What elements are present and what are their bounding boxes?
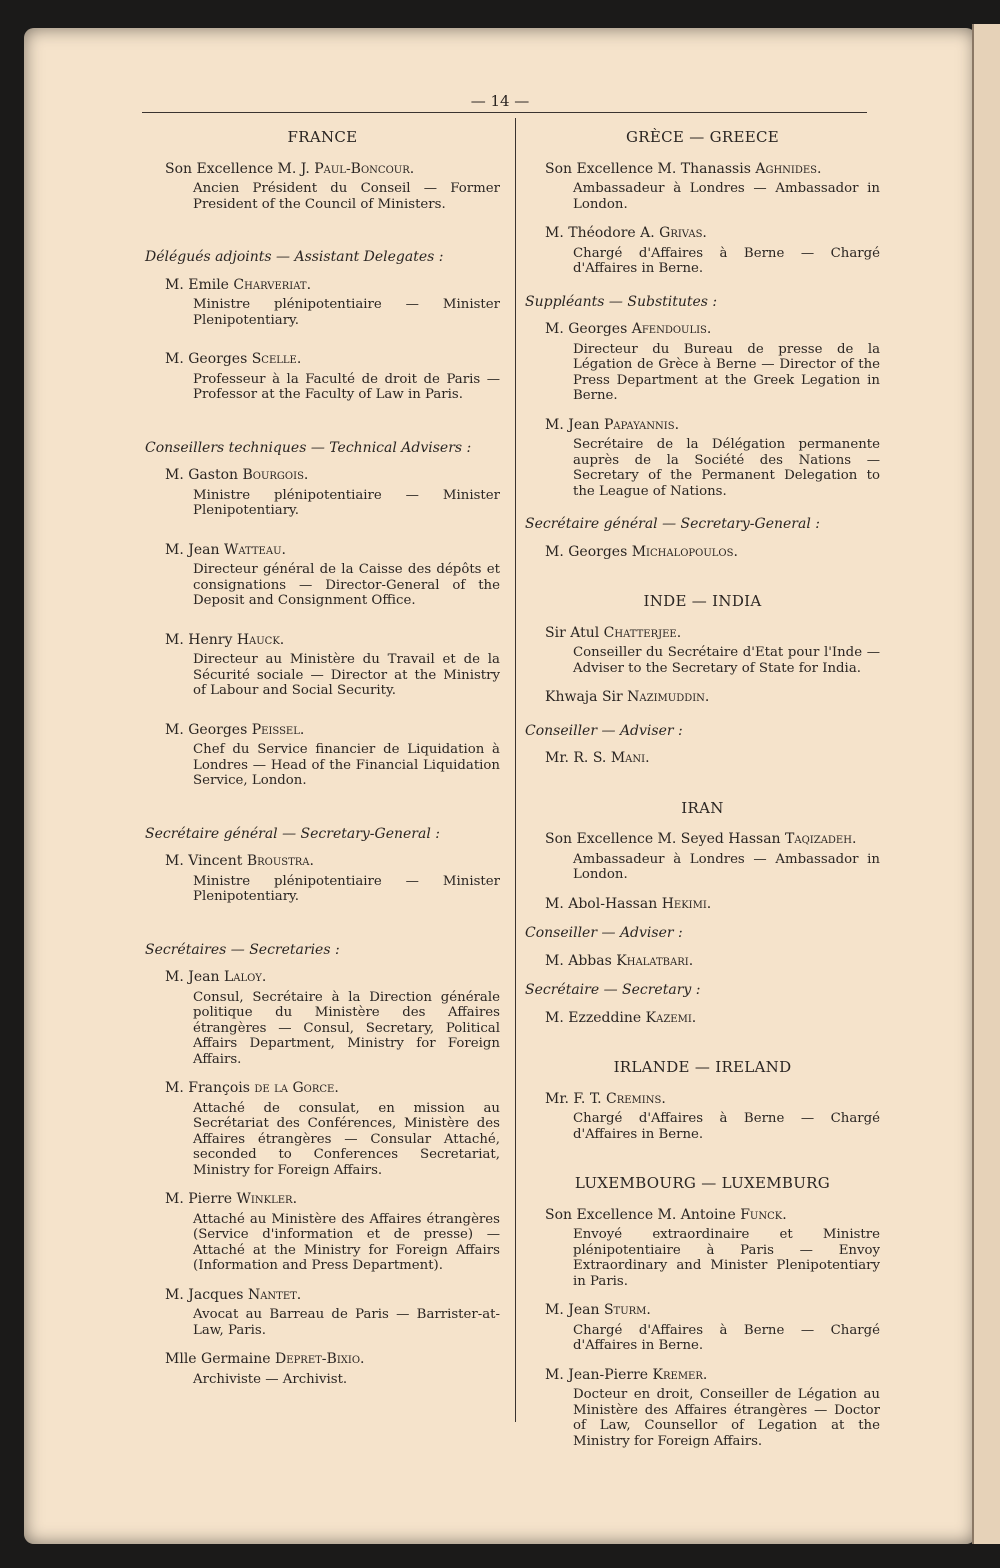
name-prefix: M. Jean: [165, 969, 224, 985]
name-prefix: M. Pierre: [165, 1191, 237, 1207]
delegate-entry: [145, 970, 500, 1067]
section-heading: Suppléants — Substitutes :: [525, 293, 718, 310]
surname: Afendoulis.: [631, 321, 712, 337]
surname: Hauck.: [236, 631, 285, 648]
delegate-description: Ministre plénipotentiaire — Minister Plenipotentiary.: [193, 873, 500, 904]
name-prefix: M. Abol-Hassan: [545, 895, 662, 912]
delegate-entry: [525, 1368, 880, 1450]
delegate-description: Chef du Service financier de Liquidation à Londres — Head of the Financial Liquidation Service, London.: [193, 742, 500, 788]
surname: Khalatbari.: [616, 952, 694, 969]
delegate-entry: [145, 352, 500, 403]
delegate-description: Ambassadeur à Londres — Ambassador in London.: [573, 851, 880, 882]
section-heading: Secrétaire — Secretary :: [525, 982, 701, 998]
name-prefix: Son Excellence M. J.: [165, 160, 315, 177]
name-prefix: M. Vincent: [165, 853, 247, 869]
name-prefix: M. Georges: [165, 351, 252, 367]
delegate-entry: [145, 162, 500, 213]
delegate-entry: [525, 226, 880, 277]
delegate-entry: [525, 626, 880, 677]
section-heading: Conseiller — Adviser :: [525, 925, 683, 941]
surname: Aghnides.: [755, 160, 822, 177]
delegate-entry: [525, 690, 880, 706]
delegate-description: Chargé d'Affaires à Berne — Chargé d'Affaires in Berne.: [573, 1111, 880, 1142]
section-heading: Secrétaire général — Secretary-General :: [525, 516, 820, 532]
delegate-entry: [525, 322, 880, 404]
surname: Papayannis.: [603, 416, 680, 433]
right-column: [525, 130, 880, 1463]
delegate-entry: [145, 1288, 500, 1339]
name-prefix: M. François: [165, 1080, 255, 1096]
delegate-description: Ministre plénipotentiaire — Minister Plenipotentiary.: [193, 297, 500, 328]
surname: Watteau.: [223, 541, 286, 558]
delegate-description: Attaché de consulat, en mission au Secrétariat des Conférences, Ministère des Affaires étrangères — Consular Attaché, seconded to Conferences Secretariat, Ministry for Foreign Affairs.: [193, 1100, 500, 1178]
surname: Depret-Bixio.: [275, 1351, 365, 1367]
name-prefix: M. Jacques: [165, 1286, 248, 1303]
delegate-entry: [145, 854, 500, 905]
surname: Kremer.: [652, 1366, 708, 1383]
surname: Chatterjee.: [603, 624, 682, 641]
name-prefix: Sir Atul: [545, 624, 604, 641]
name-prefix: M. Henry: [165, 631, 237, 648]
delegate-entry: [525, 1092, 880, 1143]
delegate-description: Ancien Président du Conseil — Former President of the Council of Ministers.: [193, 181, 500, 212]
surname: Hekimi.: [661, 895, 712, 912]
delegate-description: Professeur à la Faculté de droit de Paris — Professor at the Faculty of Law in Paris.: [193, 371, 500, 402]
delegate-description: Secrétaire de la Délégation permanente auprès de la Société des Nations — Secretary of the Permanent Delegation to the League of Nations.: [573, 437, 880, 499]
surname: Michalopoulos.: [631, 543, 738, 560]
section-heading: Secrétaires — Secretaries :: [145, 941, 340, 958]
delegate-description: Directeur général de la Caisse des dépôts et consignations — Director-General of the Deposit and Consignment Office.: [193, 562, 500, 608]
section-heading: Délégués adjoints — Assistant Delegates :: [145, 249, 444, 265]
name-prefix: M. Abbas: [545, 952, 617, 969]
name-prefix: Mr. F. T.: [545, 1090, 607, 1107]
delegate-description: Envoyé extraordinaire et Ministre plénipotentiaire à Paris — Envoy Extraordinary and Minister Plenipotentiary in Paris.: [573, 1227, 880, 1289]
surname: Nazimuddin.: [627, 689, 710, 705]
section-heading: Conseillers techniques — Technical Advisers :: [145, 439, 472, 456]
name-prefix: M. Georges: [545, 321, 632, 337]
delegate-description: Archiviste — Archivist.: [193, 1371, 348, 1387]
name-prefix: M. Ezzeddine: [545, 1009, 646, 1026]
name-prefix: M. Jean: [545, 1302, 604, 1318]
section-heading: Secrétaire général — Secretary-General :: [145, 825, 440, 842]
surname: Paul-Boncour.: [314, 160, 415, 177]
delegate-entry: [525, 162, 880, 213]
surname: Sturm.: [603, 1302, 651, 1318]
country-heading-france: FRANCE: [287, 128, 358, 146]
section-heading: Conseiller — Adviser :: [525, 722, 683, 739]
delegate-entry: [525, 832, 880, 883]
country-heading-india: INDE — INDIA: [643, 592, 762, 610]
surname: Bourgois.: [242, 467, 309, 483]
surname: Mani.: [610, 750, 650, 766]
name-prefix: Son Excellence M. Antoine: [545, 1206, 741, 1223]
page-number: — 14 —: [470, 92, 530, 110]
delegate-description: Consul, Secrétaire à la Direction générale politique du Ministère des Affaires étrangères — Consul, Secretary, Political Affairs Department, Ministry for Foreign Affairs.: [193, 989, 500, 1067]
delegate-entry: [145, 468, 500, 519]
delegate-entry: [145, 278, 500, 329]
name-prefix: Khwaja Sir: [545, 689, 628, 705]
delegate-entry: [145, 723, 500, 789]
surname: Scelle.: [251, 351, 302, 367]
name-prefix: Son Excellence M. Seyed Hassan: [545, 831, 786, 847]
next-page-edge: [972, 24, 1000, 1544]
delegate-description: Avocat au Barreau de Paris — Barrister-at-Law, Paris.: [193, 1307, 500, 1338]
surname: Funck.: [740, 1206, 787, 1223]
header-rule: [142, 112, 867, 113]
delegate-description: Ambassadeur à Londres — Ambassador in London.: [573, 181, 880, 212]
delegate-description: Chargé d'Affaires à Berne — Chargé d'Affaires in Berne.: [573, 245, 880, 276]
delegate-description: Directeur du Bureau de presse de la Légation de Grèce à Berne — Director of the Press Department at the Greek Legation in Berne.: [573, 341, 880, 403]
country-heading-iran: IRAN: [681, 798, 724, 817]
surname: Grivas.: [659, 225, 707, 241]
delegate-entry: [145, 543, 500, 609]
name-prefix: Mlle Germaine: [165, 1351, 276, 1367]
delegate-entry: [525, 1303, 880, 1354]
delegate-entry: [525, 1011, 880, 1027]
delegate-description: Docteur en droit, Conseiller de Légation au Ministère des Affaires étrangères — Doctor of Law, Counsellor of Legation at the Ministry for Foreign Affairs.: [573, 1387, 880, 1449]
delegate-description: Directeur au Ministère du Travail et de la Sécurité sociale — Director at the Ministry of Labour and Social Security.: [193, 652, 500, 698]
delegate-entry: [145, 633, 500, 699]
surname: Nantet.: [247, 1286, 302, 1303]
delegate-entry: [525, 897, 880, 913]
name-prefix: M. Georges: [165, 721, 252, 738]
delegate-description: Chargé d'Affaires à Berne — Chargé d'Affaires in Berne.: [573, 1322, 880, 1353]
name-prefix: M. Georges: [545, 543, 632, 560]
surname: Broustra.: [246, 853, 314, 869]
name-prefix: M. Gaston: [165, 467, 243, 483]
surname: Laloy.: [223, 969, 267, 985]
name-prefix: M. Jean: [545, 416, 604, 433]
delegate-description: Ministre plénipotentiaire — Minister Plenipotentiary.: [193, 487, 500, 518]
country-heading-ireland: IRLANDE — IRELAND: [613, 1058, 792, 1076]
surname: de la Gorce.: [254, 1080, 339, 1096]
surname: Cremins.: [606, 1090, 666, 1107]
column-divider: [515, 118, 516, 1422]
name-prefix: M. Théodore A.: [545, 225, 660, 241]
country-heading-luxembourg: LUXEMBOURG — LUXEMBURG: [574, 1174, 831, 1192]
delegate-entry: [145, 1352, 500, 1387]
delegate-entry: [525, 418, 880, 500]
delegate-description: Conseiller du Secrétaire d'Etat pour l'Inde — Adviser to the Secretary of State for India.: [573, 645, 880, 676]
name-prefix: M. Jean-Pierre: [545, 1366, 653, 1383]
delegate-entry: [525, 1208, 880, 1290]
name-prefix: M. Jean: [165, 541, 224, 558]
delegate-description: Attaché au Ministère des Affaires étrangères (Service d'information et de presse) — Attaché at the Ministry for Foreign Affairs (Information and Press Department).: [193, 1211, 500, 1273]
left-column: [145, 130, 500, 1401]
name-prefix: Son Excellence M. Thanassis: [545, 160, 756, 177]
delegate-entry: [145, 1081, 500, 1178]
country-heading-greece: GRÈCE — GREECE: [626, 128, 779, 146]
surname: Peissel.: [251, 721, 305, 738]
surname: Winkler.: [236, 1191, 298, 1207]
surname: Charveriat.: [233, 276, 312, 293]
delegate-entry: [525, 751, 880, 767]
surname: Taqizadeh.: [785, 831, 857, 847]
delegate-entry: [525, 545, 880, 561]
name-prefix: M. Emile: [165, 276, 234, 293]
delegate-entry: [145, 1192, 500, 1274]
surname: Kazemi.: [645, 1009, 697, 1026]
delegate-entry: [525, 954, 880, 970]
name-prefix: Mr. R. S.: [545, 750, 611, 766]
